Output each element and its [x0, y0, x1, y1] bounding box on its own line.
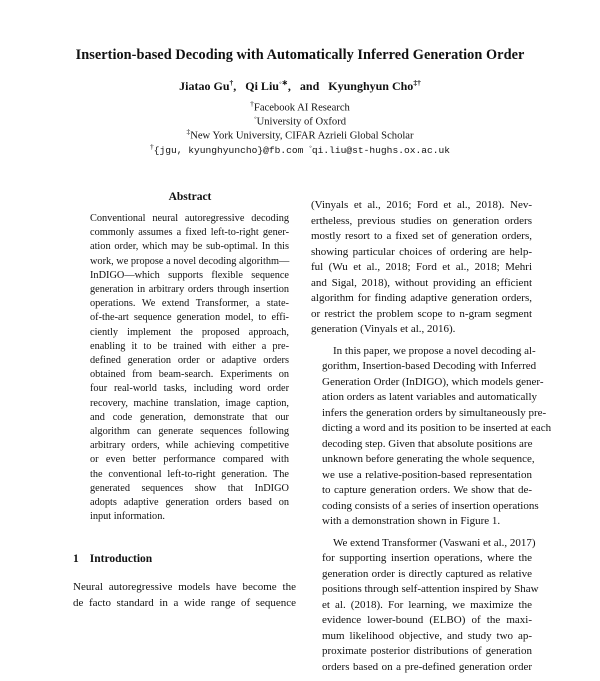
text-line: and Sigal, 2018), without providing an efficient	[311, 276, 532, 289]
abstract-line: algorithm can generate sequences following	[90, 426, 289, 438]
abstract-line: the conventional left-to-right generation. The	[90, 468, 289, 480]
text-line: to capture generation orders. We show that de-	[322, 484, 532, 496]
right-column	[311, 198, 552, 681]
text-line: we use a relative-position-based representation	[322, 468, 532, 481]
text-line: mostly resort to a fixed set of generation orders,	[311, 230, 532, 242]
author-separator: ,	[287, 79, 291, 93]
abstract-line: obtained from beam-search. Experiments on	[90, 369, 289, 381]
abstract-line: recovery, machine translation, image caption,	[90, 397, 289, 409]
email-text: qi.liu@st-hughs.ox.ac.uk	[311, 145, 451, 157]
affiliation	[0, 127, 600, 142]
author-emails	[0, 142, 600, 156]
text-line: infers the generation orders by simultaneously pre-	[322, 406, 547, 419]
text-line: dicting a word and its position to be inserted at each	[322, 422, 552, 434]
abstract-line: operations. We extend Transformer, a state-	[90, 298, 289, 310]
paragraph	[311, 198, 532, 338]
abstract-line: or even better performance compared with	[90, 454, 289, 466]
paragraph	[311, 536, 539, 676]
abstract-line: and code generation, demonstrate that our	[90, 411, 289, 423]
section-title: Introduction	[89, 553, 153, 565]
abstract-line: input information.	[90, 511, 165, 523]
author-name: Kyunghyun Cho	[328, 79, 414, 93]
email-mark: ◦	[309, 142, 312, 151]
abstract-line: arbitrary orders, while achieving competitive	[90, 440, 289, 452]
intro-line: Neural autoregressive models have become the	[73, 581, 296, 593]
affiliation-text: New York University, CIFAR Azrieli Global Scholar	[190, 130, 414, 142]
abstract-line: adopts adaptive generation orders based on	[90, 497, 289, 509]
affiliation-text: Facebook AI Research	[253, 102, 350, 114]
intro-line: de facto standard in a wide range of sequence	[73, 596, 296, 609]
text-line: ertheless, previous studies on generation orders	[311, 214, 532, 227]
text-line: gorithm, Insertion-based Decoding with Inferred	[322, 360, 537, 372]
text-line: orders based on a pre-defined generation order	[322, 660, 532, 673]
text-line: with a demonstration shown in Figure 1.	[322, 515, 501, 527]
abstract-line: generation in arbitrary orders through insertion	[90, 284, 289, 296]
affiliation-text: University of Oxford	[256, 116, 347, 128]
text-line: (Vinyals et al., 2016; Ford et al., 2018). Nev-	[311, 199, 532, 211]
paragraph	[311, 344, 552, 530]
author-and: and	[299, 79, 320, 93]
text-line: Generation Order (InDIGO), which models gener-	[322, 375, 544, 388]
affiliation-mark: ‡	[186, 127, 191, 136]
author-mark: †	[229, 78, 234, 87]
author-mark: ◦∗	[278, 78, 288, 87]
text-line: generation order is directly captured as relative	[322, 567, 532, 580]
abstract-line: ciently implement the proposed approach,	[90, 326, 289, 338]
affiliation	[0, 99, 600, 114]
paper-title: Insertion-based Decoding with Automatically Inferred Generation Order	[75, 47, 525, 63]
email-mark: †	[149, 142, 154, 151]
author-separator: ,	[233, 79, 237, 93]
text-line: generation (Vinyals et al., 2016).	[311, 323, 456, 335]
text-line: mum likelihood objective, and study two ap-	[322, 629, 532, 642]
abstract-line: Conventional neural autoregressive decoding	[90, 213, 289, 224]
text-line: showing particular choices of ordering are help-	[311, 245, 532, 258]
abstract-line: enabling it to be trained with either a pre-	[90, 340, 289, 352]
introduction-body	[73, 580, 296, 611]
author-name: Qi Liu	[245, 79, 279, 93]
abstract-heading: Abstract	[168, 191, 212, 203]
affiliation	[0, 113, 600, 128]
text-line: proximate posterior distributions of generation	[322, 645, 532, 657]
abstract-line: generated sequences show that InDIGO	[90, 482, 289, 494]
abstract-line: four real-world tasks, including word order	[90, 383, 289, 395]
abstract-line: work, we propose a novel decoding algorithm—	[90, 255, 290, 267]
abstract-line: defined generation order or adaptive orders	[90, 355, 289, 367]
abstract-line: ation order, which may be sub-optimal. In this	[90, 241, 289, 253]
author-list	[0, 78, 600, 94]
text-line: coding consists of a series of insertion operations	[322, 499, 539, 512]
affiliation-mark: ◦	[253, 113, 257, 122]
abstract-body	[90, 212, 289, 524]
text-line: decoding step. Given that absolute positions are	[322, 437, 533, 450]
abstract-line: commonly assumes a fixed left-to-right gener-	[90, 227, 289, 239]
section-heading-introduction	[73, 553, 152, 565]
affiliation-mark: †	[250, 99, 254, 108]
text-line: ful (Wu et al., 2018; Ford et al., 2018; Mehri	[311, 261, 532, 273]
abstract-line: of-the-art sequence generation model, to effi-	[90, 312, 289, 324]
text-line: In this paper, we propose a novel decoding al-	[333, 344, 536, 357]
text-line: evidence lower-bound (ELBO) of the maxi-	[322, 614, 532, 626]
text-line: positions through self-attention inspired by Shaw	[322, 583, 539, 595]
text-line: or restrict the problem scope to n-gram segment	[311, 307, 532, 320]
email-text: {jgu, kyunghyuncho}@fb.com	[153, 145, 304, 157]
abstract-line: InDIGO—which supports flexible sequence	[90, 269, 289, 281]
text-line: We extend Transformer (Vaswani et al., 2017)	[333, 536, 536, 549]
text-line: et al. (2018). For learning, we maximize the	[322, 598, 532, 611]
author-mark: ‡†	[413, 78, 421, 87]
text-line: ation orders as latent variables and automatically	[322, 391, 538, 403]
author-name: Jiatao Gu	[179, 79, 230, 93]
text-line: algorithm for finding adaptive generation orders,	[311, 292, 532, 304]
text-line: unknown before generating the whole sequence,	[322, 453, 535, 465]
section-number: 1	[73, 553, 79, 565]
text-line: for supporting insertion operations, where the	[322, 552, 532, 564]
